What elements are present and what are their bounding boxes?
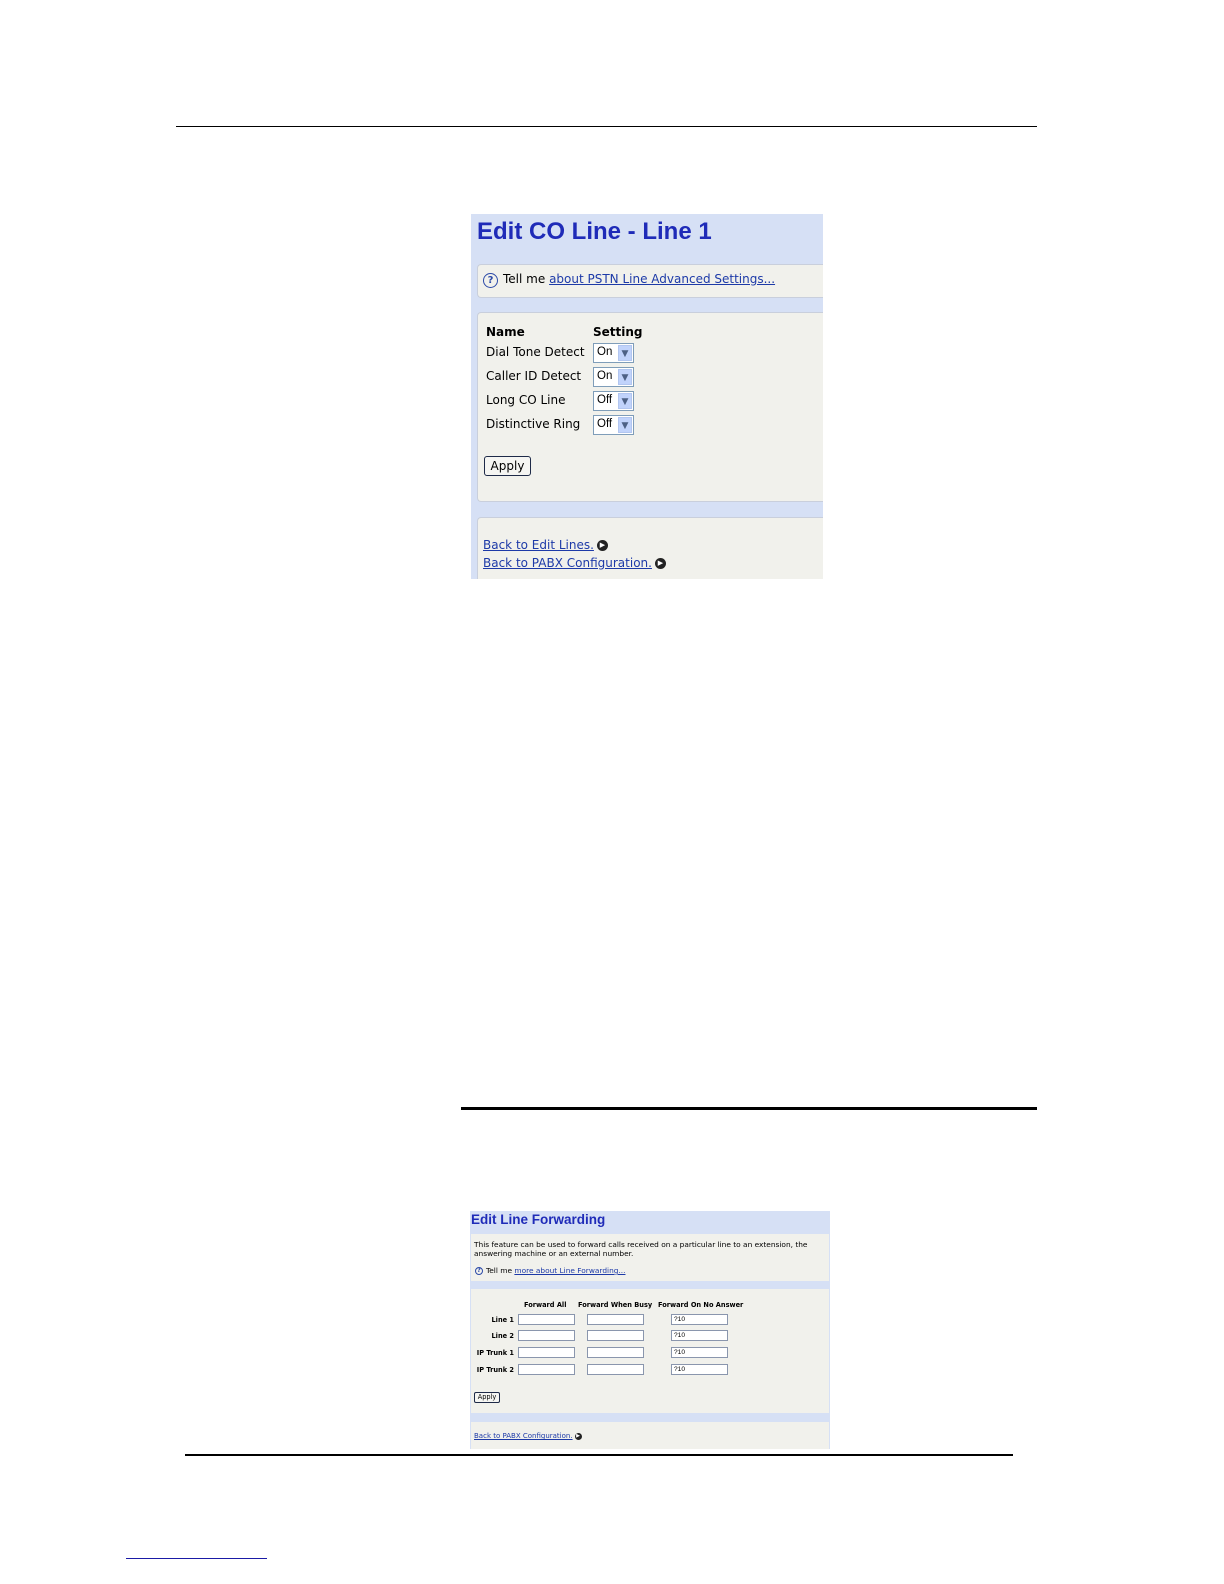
page-title: Edit CO Line - Line 1 <box>477 218 712 245</box>
back-to-pabx-configuration-link[interactable]: Back to PABX Configuration. <box>474 1432 573 1440</box>
back-to-edit-lines-link[interactable]: Back to Edit Lines. <box>483 538 594 552</box>
help-icon: ? <box>475 1267 483 1275</box>
edit-co-line-screenshot <box>471 214 823 579</box>
edit-line-forwarding-screenshot <box>470 1211 830 1449</box>
distinctive-ring-label: Distinctive Ring <box>486 417 581 431</box>
header-rule <box>176 126 1037 127</box>
forwarding-panel <box>471 1289 829 1413</box>
dial-tone-detect-select[interactable] <box>593 343 634 363</box>
setting-column-header: Setting <box>593 325 643 339</box>
caller-id-detect-label: Caller ID Detect <box>486 369 582 383</box>
footer-rule <box>185 1454 1013 1456</box>
arrow-circle-icon[interactable]: ▶ <box>655 558 666 569</box>
tell-me-text <box>503 272 775 286</box>
chevron-down-icon: ▼ <box>618 369 632 385</box>
apply-button[interactable]: Apply <box>484 456 531 476</box>
back-to-edit-lines-item <box>483 538 608 552</box>
line-2-forward-busy-input[interactable] <box>587 1330 644 1341</box>
line-2-forward-no-answer-input[interactable]: ?10 <box>671 1330 728 1341</box>
tell-me-link[interactable]: more about Line Forwarding... <box>514 1266 626 1275</box>
arrow-circle-icon[interactable]: ▶ <box>576 1432 580 1439</box>
name-column-header: Name <box>486 325 525 339</box>
back-to-pabx-item <box>483 556 666 570</box>
ip-trunk-2-forward-all-input[interactable] <box>518 1364 575 1375</box>
arrow-circle-icon[interactable]: ▶ <box>597 540 608 551</box>
apply-button[interactable]: Apply <box>474 1392 500 1403</box>
line-1-label: Line 1 <box>491 1316 514 1324</box>
line-1-forward-all-input[interactable] <box>518 1314 575 1325</box>
navigation-panel <box>477 517 823 579</box>
ip-trunk-1-forward-busy-input[interactable] <box>587 1347 644 1358</box>
ip-trunk-1-forward-all-input[interactable] <box>518 1347 575 1358</box>
ip-trunk-2-forward-busy-input[interactable] <box>587 1364 644 1375</box>
section-rule <box>461 1107 1037 1110</box>
distinctive-ring-select[interactable] <box>593 415 634 435</box>
intro-panel <box>471 1234 829 1281</box>
line-2-forward-all-input[interactable] <box>518 1330 575 1341</box>
ip-trunk-2-forward-no-answer-input[interactable]: ?10 <box>671 1364 728 1375</box>
back-to-pabx-configuration-link[interactable]: Back to PABX Configuration. <box>483 556 652 570</box>
back-to-pabx-item <box>474 1432 582 1440</box>
line-1-forward-no-answer-input[interactable]: ?10 <box>671 1314 728 1325</box>
line-1-forward-busy-input[interactable] <box>587 1314 644 1325</box>
chevron-down-icon: ▼ <box>618 345 632 361</box>
caller-id-detect-select[interactable] <box>593 367 634 387</box>
select-value: On <box>597 346 613 358</box>
footnote-rule <box>126 1558 267 1559</box>
navigation-panel <box>471 1422 829 1449</box>
select-value: Off <box>597 418 613 430</box>
help-icon: ? <box>483 273 498 288</box>
dial-tone-detect-label: Dial Tone Detect <box>486 345 585 359</box>
forward-all-header: Forward All <box>524 1301 567 1309</box>
tell-me-prefix: Tell me <box>486 1266 513 1275</box>
ip-trunk-1-label: IP Trunk 1 <box>476 1349 514 1357</box>
long-co-line-label: Long CO Line <box>486 393 566 407</box>
ip-trunk-1-forward-no-answer-input[interactable]: ?10 <box>671 1347 728 1358</box>
forward-no-answer-header: Forward On No Answer <box>658 1301 744 1309</box>
long-co-line-select[interactable] <box>593 391 634 411</box>
forward-when-busy-header: Forward When Busy <box>578 1301 653 1309</box>
tell-me-prefix: Tell me <box>503 272 546 286</box>
line-2-label: Line 2 <box>491 1332 514 1340</box>
select-value: On <box>597 370 613 382</box>
select-value: Off <box>597 394 613 406</box>
tell-me-text <box>486 1266 626 1275</box>
feature-description: This feature can be used to forward calls received on a particular line to an extension, the answering machine or an external number. <box>474 1240 808 1258</box>
tell-me-link[interactable]: about PSTN Line Advanced Settings... <box>549 272 776 286</box>
chevron-down-icon: ▼ <box>618 417 632 433</box>
page-title: Edit Line Forwarding <box>471 1212 606 1227</box>
settings-panel <box>477 312 823 502</box>
ip-trunk-2-label: IP Trunk 2 <box>476 1366 514 1374</box>
help-panel <box>477 264 823 298</box>
chevron-down-icon: ▼ <box>618 393 632 409</box>
